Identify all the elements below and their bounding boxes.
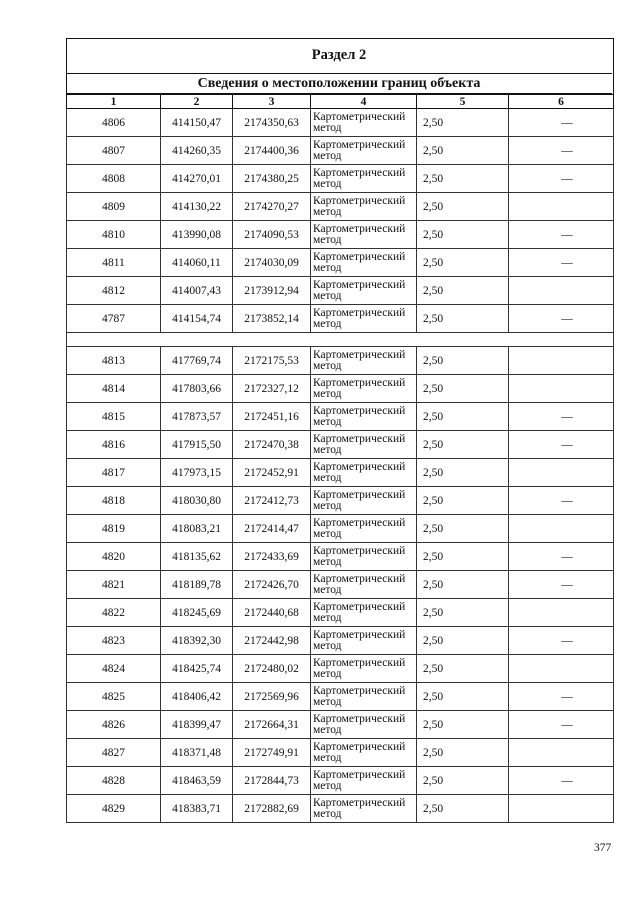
coordinate-y: 2172470,38 (233, 431, 311, 459)
coordinate-y: 2172440,68 (233, 599, 311, 627)
separator-cell (67, 333, 614, 347)
coordinate-y: 2172426,70 (233, 571, 311, 599)
point-number: 4824 (67, 655, 161, 683)
contour-separator-row (67, 333, 614, 347)
point-description (509, 193, 614, 221)
determination-method: Картометрический метод (311, 375, 417, 403)
point-number: 4817 (67, 459, 161, 487)
point-description (509, 767, 614, 795)
coordinate-y: 2174030,09 (233, 249, 311, 277)
coordinate-y: 2172569,96 (233, 683, 311, 711)
accuracy-value: 2,50 (417, 795, 509, 823)
coordinate-y: 2172480,02 (233, 655, 311, 683)
coordinate-x: 413990,08 (161, 221, 233, 249)
table-row (67, 375, 614, 403)
coordinate-x: 417803,66 (161, 375, 233, 403)
accuracy-value: 2,50 (417, 711, 509, 739)
point-description (509, 431, 614, 459)
accuracy-value: 2,50 (417, 571, 509, 599)
accuracy-value: 2,50 (417, 487, 509, 515)
determination-method: Картометрический метод (311, 571, 417, 599)
coordinate-y: 2174270,27 (233, 193, 311, 221)
determination-method: Картометрический метод (311, 347, 417, 375)
coordinate-x: 418392,30 (161, 627, 233, 655)
point-description (509, 683, 614, 711)
point-number: 4818 (67, 487, 161, 515)
point-description (509, 599, 614, 627)
table-row (67, 515, 614, 543)
determination-method: Картометрический метод (311, 515, 417, 543)
point-description (509, 137, 614, 165)
table-row (67, 795, 614, 823)
accuracy-value: 2,50 (417, 109, 509, 137)
point-description (509, 739, 614, 767)
coordinate-y: 2174350,63 (233, 109, 311, 137)
point-description-text: — (561, 578, 573, 591)
table-row (67, 459, 614, 487)
point-number: 4826 (67, 711, 161, 739)
table-row (67, 627, 614, 655)
column-header-3: 3 (233, 95, 311, 109)
table-row (67, 137, 614, 165)
table-body (67, 109, 614, 823)
column-header-4: 4 (311, 95, 417, 109)
point-number: 4820 (67, 543, 161, 571)
point-number: 4807 (67, 137, 161, 165)
coordinate-x: 418083,21 (161, 515, 233, 543)
determination-method: Картометрический метод (311, 711, 417, 739)
point-number: 4810 (67, 221, 161, 249)
coordinate-y: 2172175,53 (233, 347, 311, 375)
point-description-text: — (561, 774, 573, 787)
coordinate-y: 2174090,53 (233, 221, 311, 249)
point-number: 4825 (67, 683, 161, 711)
point-description (509, 711, 614, 739)
point-number: 4822 (67, 599, 161, 627)
point-number: 4819 (67, 515, 161, 543)
section-title: Раздел 2 (66, 38, 612, 74)
column-header-2: 2 (161, 95, 233, 109)
point-description (509, 795, 614, 823)
determination-method: Картометрический метод (311, 655, 417, 683)
point-description (509, 403, 614, 431)
point-description-text: — (561, 172, 573, 185)
point-description-text: — (561, 228, 573, 241)
coordinate-x: 418189,78 (161, 571, 233, 599)
accuracy-value: 2,50 (417, 683, 509, 711)
section-subtitle: Сведения о местоположении границ объекта (66, 74, 612, 94)
coordinate-y: 2172327,12 (233, 375, 311, 403)
table-row (67, 109, 614, 137)
determination-method: Картометрический метод (311, 599, 417, 627)
coordinate-y: 2172749,91 (233, 739, 311, 767)
coordinate-y: 2172844,73 (233, 767, 311, 795)
coordinate-x: 414154,74 (161, 305, 233, 333)
coordinate-y: 2172412,73 (233, 487, 311, 515)
accuracy-value: 2,50 (417, 165, 509, 193)
coordinate-y: 2174380,25 (233, 165, 311, 193)
point-description (509, 375, 614, 403)
point-number: 4814 (67, 375, 161, 403)
table-row (67, 221, 614, 249)
table-row (67, 165, 614, 193)
table-row (67, 347, 614, 375)
determination-method: Картометрический метод (311, 683, 417, 711)
point-description (509, 165, 614, 193)
accuracy-value: 2,50 (417, 599, 509, 627)
point-number: 4815 (67, 403, 161, 431)
point-number: 4812 (67, 277, 161, 305)
table-row (67, 403, 614, 431)
accuracy-value: 2,50 (417, 221, 509, 249)
accuracy-value: 2,50 (417, 193, 509, 221)
coordinate-x: 414260,35 (161, 137, 233, 165)
determination-method: Картометрический метод (311, 221, 417, 249)
point-description-text: — (561, 718, 573, 731)
point-number: 4809 (67, 193, 161, 221)
accuracy-value: 2,50 (417, 277, 509, 305)
table-row (67, 683, 614, 711)
coordinate-y: 2172664,31 (233, 711, 311, 739)
boundary-points-table (66, 94, 614, 823)
coordinate-x: 418425,74 (161, 655, 233, 683)
determination-method: Картометрический метод (311, 305, 417, 333)
accuracy-value: 2,50 (417, 137, 509, 165)
point-description (509, 305, 614, 333)
determination-method: Картометрический метод (311, 459, 417, 487)
determination-method: Картометрический метод (311, 543, 417, 571)
table-row (67, 655, 614, 683)
table-row (67, 249, 614, 277)
point-number: 4828 (67, 767, 161, 795)
page-number: 377 (594, 842, 612, 854)
table-row (67, 487, 614, 515)
accuracy-value: 2,50 (417, 627, 509, 655)
coordinate-x: 417873,57 (161, 403, 233, 431)
point-description (509, 109, 614, 137)
point-description (509, 277, 614, 305)
determination-method: Картометрический метод (311, 627, 417, 655)
coordinate-x: 418463,59 (161, 767, 233, 795)
table-row (67, 431, 614, 459)
table-row (67, 193, 614, 221)
point-number: 4829 (67, 795, 161, 823)
point-description (509, 459, 614, 487)
coordinate-x: 414150,47 (161, 109, 233, 137)
point-description (509, 655, 614, 683)
determination-method: Картометрический метод (311, 109, 417, 137)
coordinate-x: 414270,01 (161, 165, 233, 193)
determination-method: Картометрический метод (311, 277, 417, 305)
point-description-text: — (561, 410, 573, 423)
determination-method: Картометрический метод (311, 431, 417, 459)
determination-method: Картометрический метод (311, 487, 417, 515)
determination-method: Картометрический метод (311, 795, 417, 823)
table-row (67, 277, 614, 305)
point-description-text: — (561, 312, 573, 325)
accuracy-value: 2,50 (417, 403, 509, 431)
coordinate-x: 414060,11 (161, 249, 233, 277)
point-description (509, 571, 614, 599)
coordinate-y: 2173852,14 (233, 305, 311, 333)
accuracy-value: 2,50 (417, 739, 509, 767)
point-description-text: — (561, 690, 573, 703)
point-description (509, 627, 614, 655)
accuracy-value: 2,50 (417, 515, 509, 543)
coordinate-x: 418030,80 (161, 487, 233, 515)
point-description (509, 543, 614, 571)
accuracy-value: 2,50 (417, 459, 509, 487)
table-row (67, 571, 614, 599)
table-row (67, 305, 614, 333)
point-number: 4827 (67, 739, 161, 767)
point-description-text: — (561, 494, 573, 507)
point-number: 4787 (67, 305, 161, 333)
column-header-5: 5 (417, 95, 509, 109)
table-row (67, 711, 614, 739)
point-number: 4816 (67, 431, 161, 459)
table-row (67, 767, 614, 795)
table-row (67, 599, 614, 627)
coordinate-x: 418371,48 (161, 739, 233, 767)
coordinate-x: 418135,62 (161, 543, 233, 571)
coordinate-y: 2172433,69 (233, 543, 311, 571)
coordinate-y: 2172451,16 (233, 403, 311, 431)
point-description-text: — (561, 256, 573, 269)
determination-method: Картометрический метод (311, 767, 417, 795)
coordinate-y: 2172452,91 (233, 459, 311, 487)
point-description (509, 249, 614, 277)
coordinate-x: 417973,15 (161, 459, 233, 487)
coordinate-x: 418245,69 (161, 599, 233, 627)
point-number: 4821 (67, 571, 161, 599)
point-number: 4823 (67, 627, 161, 655)
point-description-text: — (561, 438, 573, 451)
point-number: 4811 (67, 249, 161, 277)
coordinate-x: 418383,71 (161, 795, 233, 823)
point-description-text: — (561, 144, 573, 157)
point-number: 4808 (67, 165, 161, 193)
determination-method: Картометрический метод (311, 193, 417, 221)
table-row (67, 739, 614, 767)
determination-method: Картометрический метод (311, 165, 417, 193)
point-description-text: — (561, 116, 573, 129)
accuracy-value: 2,50 (417, 305, 509, 333)
coordinate-x: 418399,47 (161, 711, 233, 739)
determination-method: Картометрический метод (311, 137, 417, 165)
coordinate-y: 2174400,36 (233, 137, 311, 165)
coordinate-y: 2172882,69 (233, 795, 311, 823)
accuracy-value: 2,50 (417, 375, 509, 403)
point-number: 4806 (67, 109, 161, 137)
column-header-6: 6 (509, 95, 614, 109)
column-number-row (67, 95, 614, 109)
accuracy-value: 2,50 (417, 431, 509, 459)
point-description (509, 347, 614, 375)
accuracy-value: 2,50 (417, 249, 509, 277)
coordinate-x: 417769,74 (161, 347, 233, 375)
determination-method: Картометрический метод (311, 739, 417, 767)
accuracy-value: 2,50 (417, 767, 509, 795)
determination-method: Картометрический метод (311, 249, 417, 277)
point-description-text: — (561, 550, 573, 563)
coordinate-x: 414130,22 (161, 193, 233, 221)
table-row (67, 543, 614, 571)
coordinate-y: 2172414,47 (233, 515, 311, 543)
coordinate-y: 2172442,98 (233, 627, 311, 655)
point-description (509, 487, 614, 515)
accuracy-value: 2,50 (417, 347, 509, 375)
point-number: 4813 (67, 347, 161, 375)
point-description (509, 515, 614, 543)
coordinate-y: 2173912,94 (233, 277, 311, 305)
coordinate-x: 417915,50 (161, 431, 233, 459)
determination-method: Картометрический метод (311, 403, 417, 431)
coordinate-x: 418406,42 (161, 683, 233, 711)
point-description-text: — (561, 634, 573, 647)
coordinate-x: 414007,43 (161, 277, 233, 305)
column-header-1: 1 (67, 95, 161, 109)
accuracy-value: 2,50 (417, 655, 509, 683)
accuracy-value: 2,50 (417, 543, 509, 571)
point-description (509, 221, 614, 249)
